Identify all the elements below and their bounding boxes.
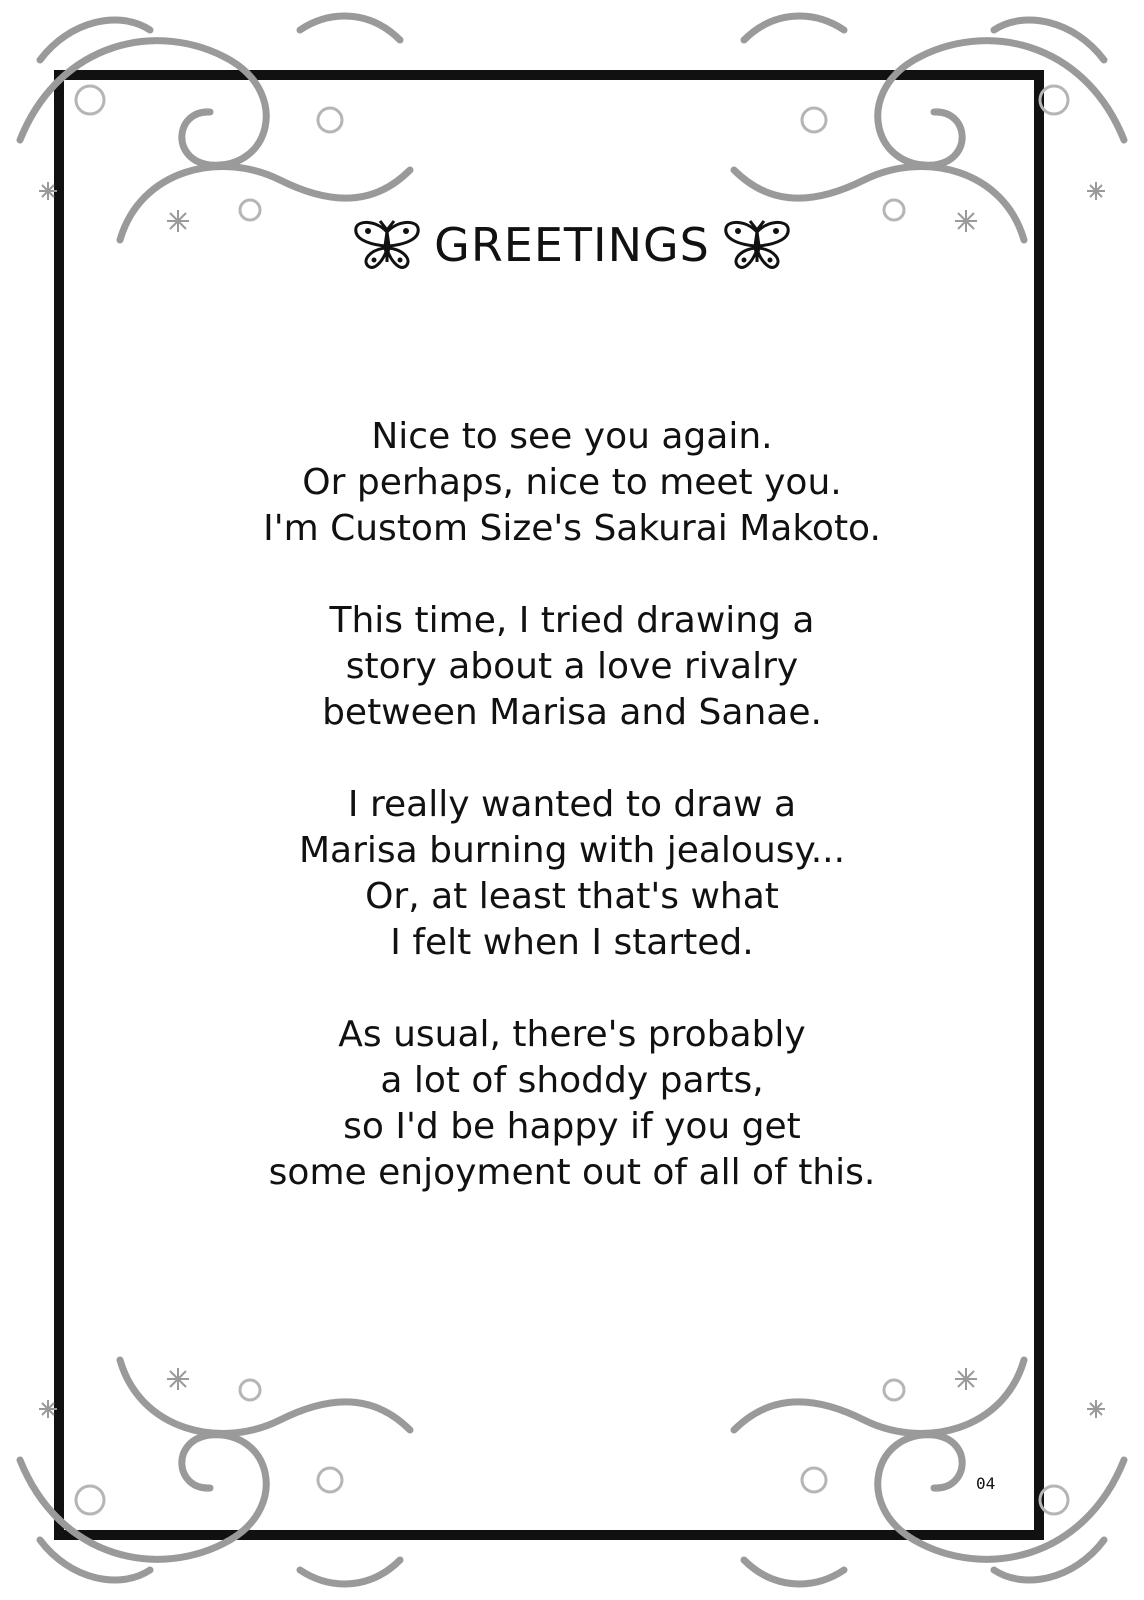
text-line: story about a love rivalry	[345, 646, 799, 687]
text-line: Nice to see you again.	[371, 416, 773, 457]
text-line: a lot of shoddy parts,	[380, 1060, 764, 1101]
text-line: so I'd be happy if you get	[343, 1106, 801, 1147]
butterfly-icon	[722, 218, 792, 272]
text-line: Or, at least that's what	[365, 876, 779, 917]
greeting-body	[0, 414, 1144, 1242]
text-line: between Marisa and Sanae.	[322, 692, 822, 733]
paragraph	[0, 1012, 1144, 1196]
text-line: Marisa burning with jealousy...	[298, 830, 846, 871]
text-line: Or perhaps, nice to meet you.	[302, 462, 842, 503]
page-title: GREETINGS	[434, 218, 710, 272]
text-line: some enjoyment out of all of this.	[268, 1152, 876, 1193]
text-line: I'm Custom Size's Sakurai Makoto.	[263, 508, 881, 549]
paragraph	[0, 414, 1144, 552]
title-row	[0, 218, 1144, 272]
paragraph	[0, 598, 1144, 736]
text-line: I really wanted to draw a	[347, 784, 797, 825]
paragraph	[0, 782, 1144, 966]
text-line: This time, I tried drawing a	[329, 600, 815, 641]
butterfly-icon	[352, 218, 422, 272]
page-number: 04	[976, 1474, 996, 1493]
text-line: As usual, there's probably	[338, 1014, 806, 1055]
text-line: I felt when I started.	[390, 922, 754, 963]
